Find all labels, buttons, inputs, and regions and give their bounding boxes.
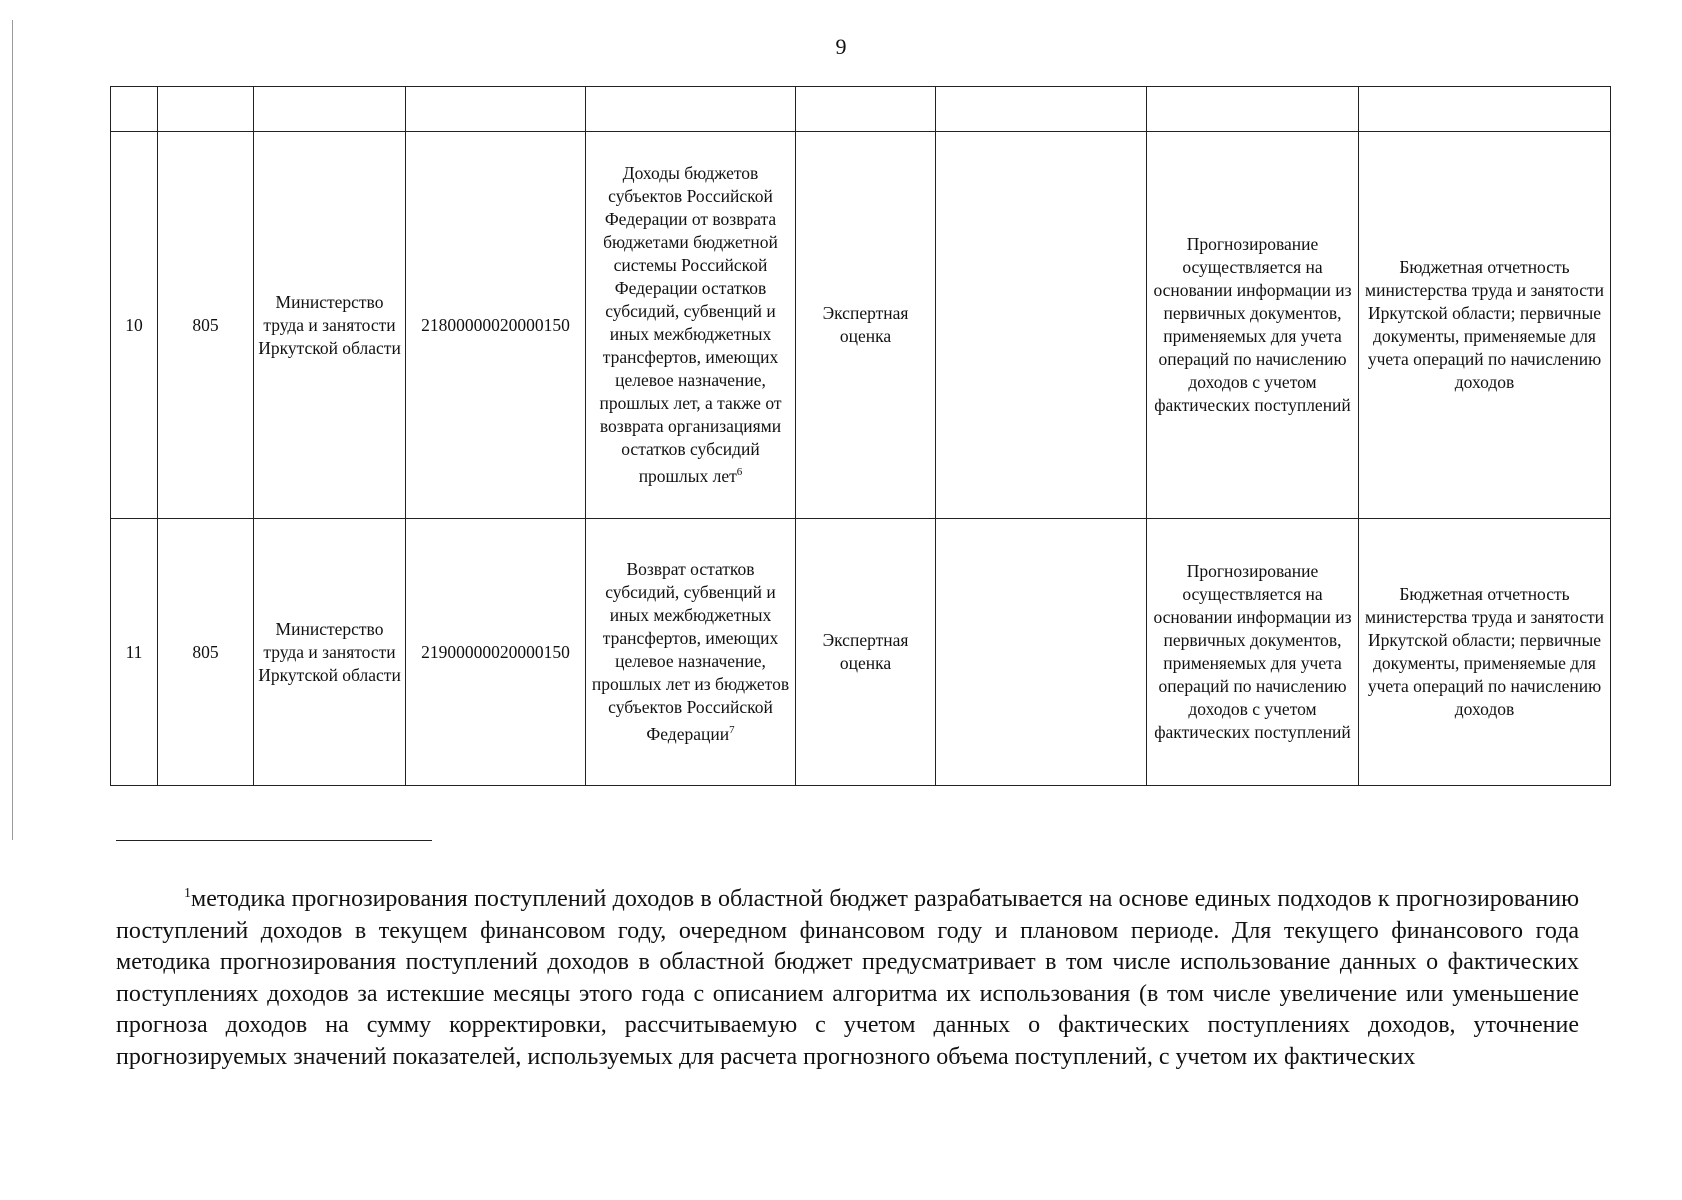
header-cell: [936, 87, 1147, 132]
header-cell: [111, 87, 158, 132]
data-source: Бюджетная отчетность министерства труда и занятости Иркутской области; первичные документы, применяемые для учета операций по начислению доходов: [1359, 519, 1611, 786]
footnote-text: методика прогнозирования поступлений доходов в областной бюджет разрабатывается на основе единых подходов к прогнозированию поступлений доходов в текущем финансовом году, очередном финансовом году и плановом периоде. Для текущего финансового года методика прогнозирования поступлений доходов в областной бюджет предусматривает в том числе использование данных о фактических поступлениях доходов за истекшие месяцы этого года с описанием алгоритма их использования (в том числе увеличение или уменьшение прогноза доходов на сумму корректировки, рассчитываемую с учетом данных о фактических поступлениях доходов, уточнение прогнозируемых значений показателей, используемых для расчета прогнозного объема поступлений, с учетом их фактических: [116, 886, 1579, 1070]
kbk-code: 21900000020000150: [406, 519, 586, 786]
forecast-method: Экспертная оценка: [796, 132, 936, 519]
algorithm-description: Прогнозирование осуществляется на основании информации из первичных документов, применяемых для учета операций по начислению доходов с учетом фактических поступлений: [1147, 132, 1359, 519]
income-name-cell: [586, 519, 796, 786]
footnote-marker: 1: [184, 886, 191, 901]
row-number: 11: [111, 519, 158, 786]
footnote-separator: [116, 840, 432, 841]
forecast-methods-table: [110, 86, 1611, 786]
table-header-row: [111, 87, 1611, 132]
footnote-ref: 7: [729, 724, 735, 737]
forecast-method: Экспертная оценка: [796, 519, 936, 786]
header-cell: [158, 87, 254, 132]
header-cell: [796, 87, 936, 132]
header-cell: [1359, 87, 1611, 132]
admin-code: 805: [158, 519, 254, 786]
header-cell: [254, 87, 406, 132]
header-cell: [1147, 87, 1359, 132]
table-row: [111, 519, 1611, 786]
algorithm-description: Прогнозирование осуществляется на основании информации из первичных документов, применяемых для учета операций по начислению доходов с учетом фактических поступлений: [1147, 519, 1359, 786]
formula-cell: [936, 519, 1147, 786]
scan-margin-line: [12, 20, 13, 840]
income-name: Доходы бюджетов субъектов Российской Федерации от возврата бюджетами бюджетной системы Российской Федерации остатков субсидий, субвенций и иных межбюджетных трансфертов, имеющих целевое назначение, прошлых лет, а также от возврата организациями остатков субсидий прошлых лет: [599, 163, 782, 486]
table-row: [111, 132, 1611, 519]
footnote: [116, 878, 1579, 1073]
income-name-cell: [586, 132, 796, 519]
page-number: 9: [835, 34, 847, 59]
kbk-code: 21800000020000150: [406, 132, 586, 519]
administrator-name: Министерство труда и занятости Иркутской области: [254, 519, 406, 786]
data-source: Бюджетная отчетность министерства труда и занятости Иркутской области; первичные документы, применяемые для учета операций по начислению доходов: [1359, 132, 1611, 519]
administrator-name: Министерство труда и занятости Иркутской области: [254, 132, 406, 519]
formula-cell: [936, 132, 1147, 519]
header-cell: [586, 87, 796, 132]
admin-code: 805: [158, 132, 254, 519]
row-number: 10: [111, 132, 158, 519]
header-cell: [406, 87, 586, 132]
income-name: Возврат остатков субсидий, субвенций и иных межбюджетных трансфертов, имеющих целевое назначение, прошлых лет из бюджетов субъектов Российской Федерации: [591, 559, 790, 744]
footnote-ref: 6: [736, 466, 743, 479]
